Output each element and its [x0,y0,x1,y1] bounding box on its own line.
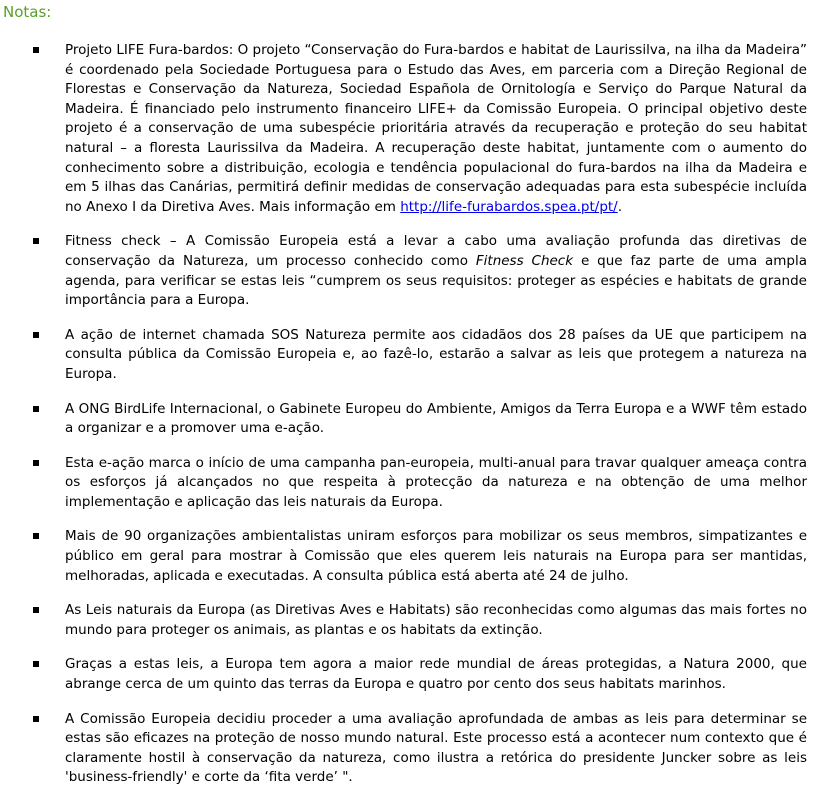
list-item [0,710,814,788]
note-text-part: Projeto LIFE Fura-bardos: O projeto “Conservação do Fura-bardos e habitat de Laurissilva, na ilha da Madeira” é coordenado pela Sociedade Portuguesa para o Estudo das Aves, em parceria com a Direção Regional de Florestas e Conservação da Natureza, Sociedad Española de Ornitología e Serviço do Parque Natural da Madeira. É financiado pelo instrumento financeiro LIFE+ da Comissão Europeia. O principal objetivo deste projeto é a conservação de uma subespécie prioritária através da recuperação e proteção do seu habitat natural – a floresta Laurissilva da Madeira. A recuperação deste habitat, juntamente com o aumento do conhecimento sobre a distribuição, ecologia e tendência populacional do fura-bardos na ilha da Madeira e em 5 ilhas das Canárias, permitirá definir medidas de conservação adequadas para esta subespécie incluída no Anexo I da Diretiva Aves. Mais informação em [65,42,807,215]
note-text: Graças a estas leis, a Europa tem agora a maior rede mundial de áreas protegidas, a Natura 2000, que abrange cerca de um quinto das terras da Europa e quatro por cento dos seus habitats marinhos. [65,656,807,693]
notes-heading: Notas: [3,3,52,21]
list-item [0,326,814,385]
note-text: Mais de 90 organizações ambientalistas uniram esforços para mobilizar os seus membros, simpatizantes e público em geral para mostrar à Comissão que eles querem leis naturais na Europa para ser mantidas, melhoradas, aplicada e executadas. A consulta pública está aberta até 24 de julho. [65,528,807,584]
bullet-icon [33,460,39,466]
project-link[interactable]: http://life-furabardos.spea.pt/pt/ [400,198,618,215]
bullet-icon [33,332,39,338]
bullet-icon [33,406,39,412]
list-item [0,41,814,217]
bullet-icon [33,607,39,613]
note-text: A Comissão Europeia decidiu proceder a uma avaliação aprofundada de ambas as leis para determinar se estas são eficazes na proteção de nosso mundo natural. Este processo está a acontecer num contexto que é claramente hostil à conservação da natureza, como ilustra a retórica do presidente Juncker sobre as leis 'business-friendly' e corte da ‘fita verde’ ". [65,710,807,786]
list-item [0,601,814,640]
note-text: A ação de internet chamada SOS Natureza permite aos cidadãos dos 28 países da UE que participem na consulta pública da Comissão Europeia e, ao fazê-lo, estarão a salvar as leis que protegem a natureza na Europa. [65,326,807,382]
note-text-part: . [617,198,623,215]
list-item [0,527,814,586]
note-text [65,42,807,215]
note-text [65,233,807,308]
list-item [0,454,814,513]
notes-list [0,41,814,803]
bullet-icon [33,716,39,722]
bullet-icon [33,238,39,244]
bullet-icon [33,661,39,667]
note-text: A ONG BirdLife Internacional, o Gabinete Europeu do Ambiente, Amigos da Terra Europa e a WWF têm estado a organizar e a promover uma e-ação. [65,400,807,437]
list-item [0,232,814,310]
list-item [0,655,814,694]
note-text-part: Fitness check – A Comissão Europeia está a levar a cabo uma avaliação profunda das diretivas de conservação da Natureza, um processo conhecido como [65,233,807,269]
note-text-part: e que faz parte de uma ampla agenda, para verificar se estas leis “cumprem os seus requisitos: proteger as espécies e habitats de grande importância para a Europa. [65,252,808,309]
bullet-icon [33,533,39,539]
fitness-check-term: Fitness Check [475,252,574,269]
bullet-icon [33,47,39,53]
note-text: Esta e-ação marca o início de uma campanha pan-europeia, multi-anual para travar qualquer ameaça contra os esforços já alcançados no que respeita à protecção da natureza e na obtenção de uma melhor implementação e aplicação das leis naturais da Europa. [65,454,807,510]
list-item [0,400,814,439]
note-text: As Leis naturais da Europa (as Diretivas Aves e Habitats) são reconhecidas como algumas das mais fortes no mundo para proteger os animais, as plantas e os habitats da extinção. [65,602,807,638]
